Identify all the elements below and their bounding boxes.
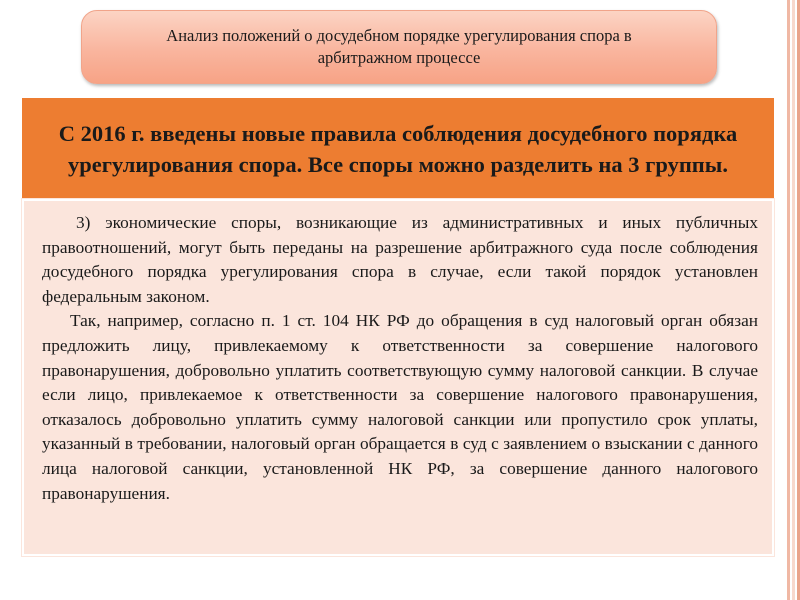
body-text-panel [22, 199, 774, 556]
slide-title: Анализ положений о досудебном порядке урегулирования спора в арбитражном процессе [166, 26, 632, 67]
decorative-side-stripes [778, 0, 800, 600]
heading-band [22, 98, 774, 199]
stripe [792, 0, 795, 600]
slide-heading: С 2016 г. введены новые правила соблюдения досудебного порядка урегулирования спора. Все споры можно разделить на 3 группы. [58, 120, 738, 177]
stripe [787, 0, 790, 600]
slide-title-box [81, 10, 717, 84]
paragraph: 3) экономические споры, возникающие из административных и иных публичных правоотношений, могут быть переданы на разрешение арбитражного суда после соблюдения досудебного порядка урегулирования спора в случае, если такой порядок установлен федеральным законом. [42, 213, 758, 306]
paragraph: Так, например, согласно п. 1 ст. 104 НК РФ до обращения в суд налоговый орган обязан предложить лицу, привлекаемому к ответственности за совершение налогового правонарушения, добровольно уплатить соответствующую сумму налоговой санкции. В случае если лицо, привлекаемое к ответственности за совершение налогового правонарушения, отказалось добровольно уплатить сумму налоговой санкции или пропустило срок уплаты, указанный в требовании, налоговый орган обращается в суд с заявлением о взыскании с данного лица налоговой санкции, установленной НК РФ, за совершение данного налогового правонарушения. [42, 311, 758, 503]
